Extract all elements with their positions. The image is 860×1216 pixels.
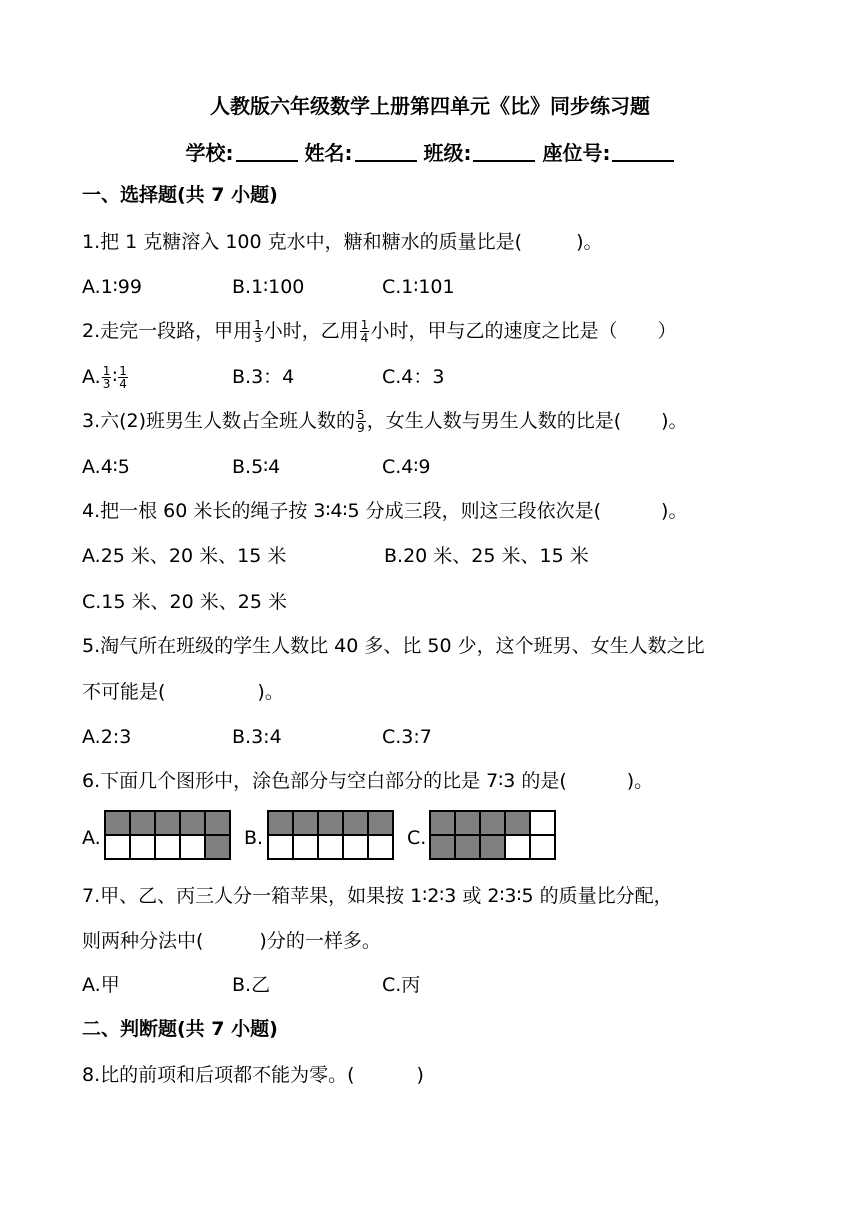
blank-cell — [180, 835, 205, 859]
shaded-cell — [318, 811, 343, 835]
q7-option-a[interactable]: A.甲 — [82, 974, 120, 996]
question-1-end: )。 — [576, 231, 603, 253]
question-6-end: )。 — [626, 770, 654, 792]
shaded-cell — [180, 811, 205, 835]
fraction-denominator: 3 — [254, 331, 262, 345]
shaded-cell — [455, 811, 480, 835]
student-info-line — [0, 138, 860, 167]
class-label: 班级: — [423, 141, 472, 165]
class-blank[interactable] — [473, 138, 535, 162]
question-8 — [82, 1062, 424, 1088]
question-5-line-1: 5.淘气所在班级的学生人数比 40 多、比 50 少，这个班男、女生人数之比 — [82, 635, 705, 657]
shaded-cell — [205, 811, 230, 835]
q6-option-c-figure[interactable] — [429, 810, 556, 860]
blank-cell — [130, 835, 155, 859]
q3-option-b[interactable]: B.5∶4 — [232, 456, 281, 478]
blank-cell — [530, 835, 555, 859]
q3-option-c[interactable]: C.4∶9 — [382, 456, 431, 478]
seat-blank[interactable] — [612, 138, 674, 162]
question-4-text: 4.把一根 60 米长的绳子按 3∶4∶5 分成三段，则这三段依次是( — [82, 500, 602, 522]
shaded-cell — [205, 835, 230, 859]
q2-option-c[interactable]: C.4：3 — [382, 366, 445, 388]
shaded-cell — [155, 811, 180, 835]
question-8-end: ) — [416, 1064, 424, 1086]
q1-option-b[interactable]: B.1∶100 — [232, 276, 305, 298]
fraction-numerator: 1 — [360, 318, 369, 332]
school-label: 学校: — [185, 141, 234, 165]
question-2-text: 2.走完一段路，甲用 — [82, 320, 253, 342]
shaded-cell — [480, 835, 505, 859]
question-7-line-1: 7.甲、乙、丙三人分一箱苹果，如果按 1∶2∶3 或 2∶3∶5 的质量比分配， — [82, 885, 673, 907]
shaded-cell — [455, 835, 480, 859]
question-3 — [82, 408, 688, 434]
blank-cell — [343, 835, 368, 859]
question-1-text: 1.把 1 克糖溶入 100 克水中，糖和糖水的质量比是( — [82, 231, 523, 253]
shaded-cell — [343, 811, 368, 835]
blank-cell — [505, 835, 530, 859]
ratio-separator: ∶ — [112, 366, 118, 388]
blank-cell — [368, 835, 393, 859]
q6-option-b-label[interactable]: B. — [244, 827, 264, 849]
blank-cell — [318, 835, 343, 859]
fraction-denominator: 4 — [360, 331, 369, 345]
question-5-end: )。 — [257, 681, 284, 703]
question-1 — [82, 229, 602, 255]
fraction-numerator: 5 — [357, 408, 365, 422]
page-title: 人教版六年级数学上册第四单元《比》同步练习题 — [210, 94, 650, 118]
fraction-denominator: 9 — [357, 421, 365, 435]
question-7-end: )分的一样多。 — [259, 930, 381, 952]
shaded-cell — [293, 811, 318, 835]
question-2-end: ） — [657, 320, 677, 342]
question-3-end: )。 — [661, 410, 688, 432]
question-3-text: 3.六(2)班男生人数占全班人数的 — [82, 410, 356, 432]
q6-option-c-label[interactable]: C. — [407, 827, 427, 849]
fraction-denominator: 4 — [119, 377, 127, 391]
shaded-cell — [130, 811, 155, 835]
question-6 — [82, 768, 653, 794]
fraction-numerator: 1 — [254, 318, 262, 332]
fraction-numerator: 1 — [119, 364, 127, 378]
question-2 — [82, 318, 676, 344]
blank-cell — [105, 835, 130, 859]
question-3-text: ，女生人数与男生人数的比是( — [366, 410, 622, 432]
fraction — [360, 319, 370, 344]
fraction — [118, 365, 128, 390]
q7-option-c[interactable]: C.丙 — [382, 974, 421, 996]
question-7-text: 则两种分法中( — [82, 930, 204, 952]
q6-option-a-figure[interactable] — [104, 810, 231, 860]
shaded-cell — [268, 811, 293, 835]
shaded-cell — [105, 811, 130, 835]
option-prefix: A. — [82, 366, 101, 388]
question-5-text: 不可能是( — [82, 681, 166, 703]
question-4-end: )。 — [661, 500, 688, 522]
q5-option-a[interactable]: A.2:3 — [82, 726, 132, 748]
fraction — [253, 319, 263, 344]
question-5-line-2 — [82, 679, 284, 705]
q4-option-c[interactable]: C.15 米、20 米、25 米 — [82, 591, 287, 613]
blank-cell — [268, 835, 293, 859]
shaded-cell — [430, 835, 455, 859]
q2-option-b[interactable]: B.3：4 — [232, 366, 295, 388]
q4-option-a[interactable]: A.25 米、20 米、15 米 — [82, 545, 287, 567]
fraction — [102, 365, 112, 390]
section-choice-heading: 一、选择题(共 7 小题) — [82, 184, 278, 206]
q2-option-a[interactable] — [82, 364, 129, 390]
school-blank[interactable] — [236, 138, 298, 162]
blank-cell — [155, 835, 180, 859]
q6-option-a-label[interactable]: A. — [82, 827, 101, 849]
shaded-cell — [430, 811, 455, 835]
q4-option-b[interactable]: B.20 米、25 米、15 米 — [384, 545, 589, 567]
question-7-line-2 — [82, 928, 381, 954]
name-label: 姓名: — [304, 141, 353, 165]
question-6-text: 6.下面几个图形中，涂色部分与空白部分的比是 7∶3 的是( — [82, 770, 567, 792]
question-8-text: 8.比的前项和后项都不能为零。( — [82, 1064, 355, 1086]
q5-option-c[interactable]: C.3:7 — [382, 726, 432, 748]
shaded-cell — [368, 811, 393, 835]
blank-cell — [530, 811, 555, 835]
q3-option-a[interactable]: A.4∶5 — [82, 456, 130, 478]
question-4 — [82, 498, 687, 524]
section-judgement-heading: 二、判断题(共 7 小题) — [82, 1018, 278, 1040]
question-2-text: 小时，甲与乙的速度之比是（ — [370, 320, 618, 342]
question-2-text: 小时，乙用 — [263, 320, 359, 342]
q1-option-a[interactable]: A.1∶99 — [82, 276, 142, 298]
q6-option-b-figure[interactable] — [267, 810, 394, 860]
name-blank[interactable] — [355, 138, 417, 162]
shaded-cell — [480, 811, 505, 835]
q1-option-c[interactable]: C.1∶101 — [382, 276, 455, 298]
q7-option-b[interactable]: B.乙 — [232, 974, 271, 996]
blank-cell — [293, 835, 318, 859]
fraction-numerator: 1 — [102, 364, 111, 378]
fraction-denominator: 3 — [102, 377, 111, 391]
seat-label: 座位号: — [542, 141, 611, 165]
fraction — [356, 409, 366, 434]
shaded-cell — [505, 811, 530, 835]
q5-option-b[interactable]: B.3:4 — [232, 726, 282, 748]
